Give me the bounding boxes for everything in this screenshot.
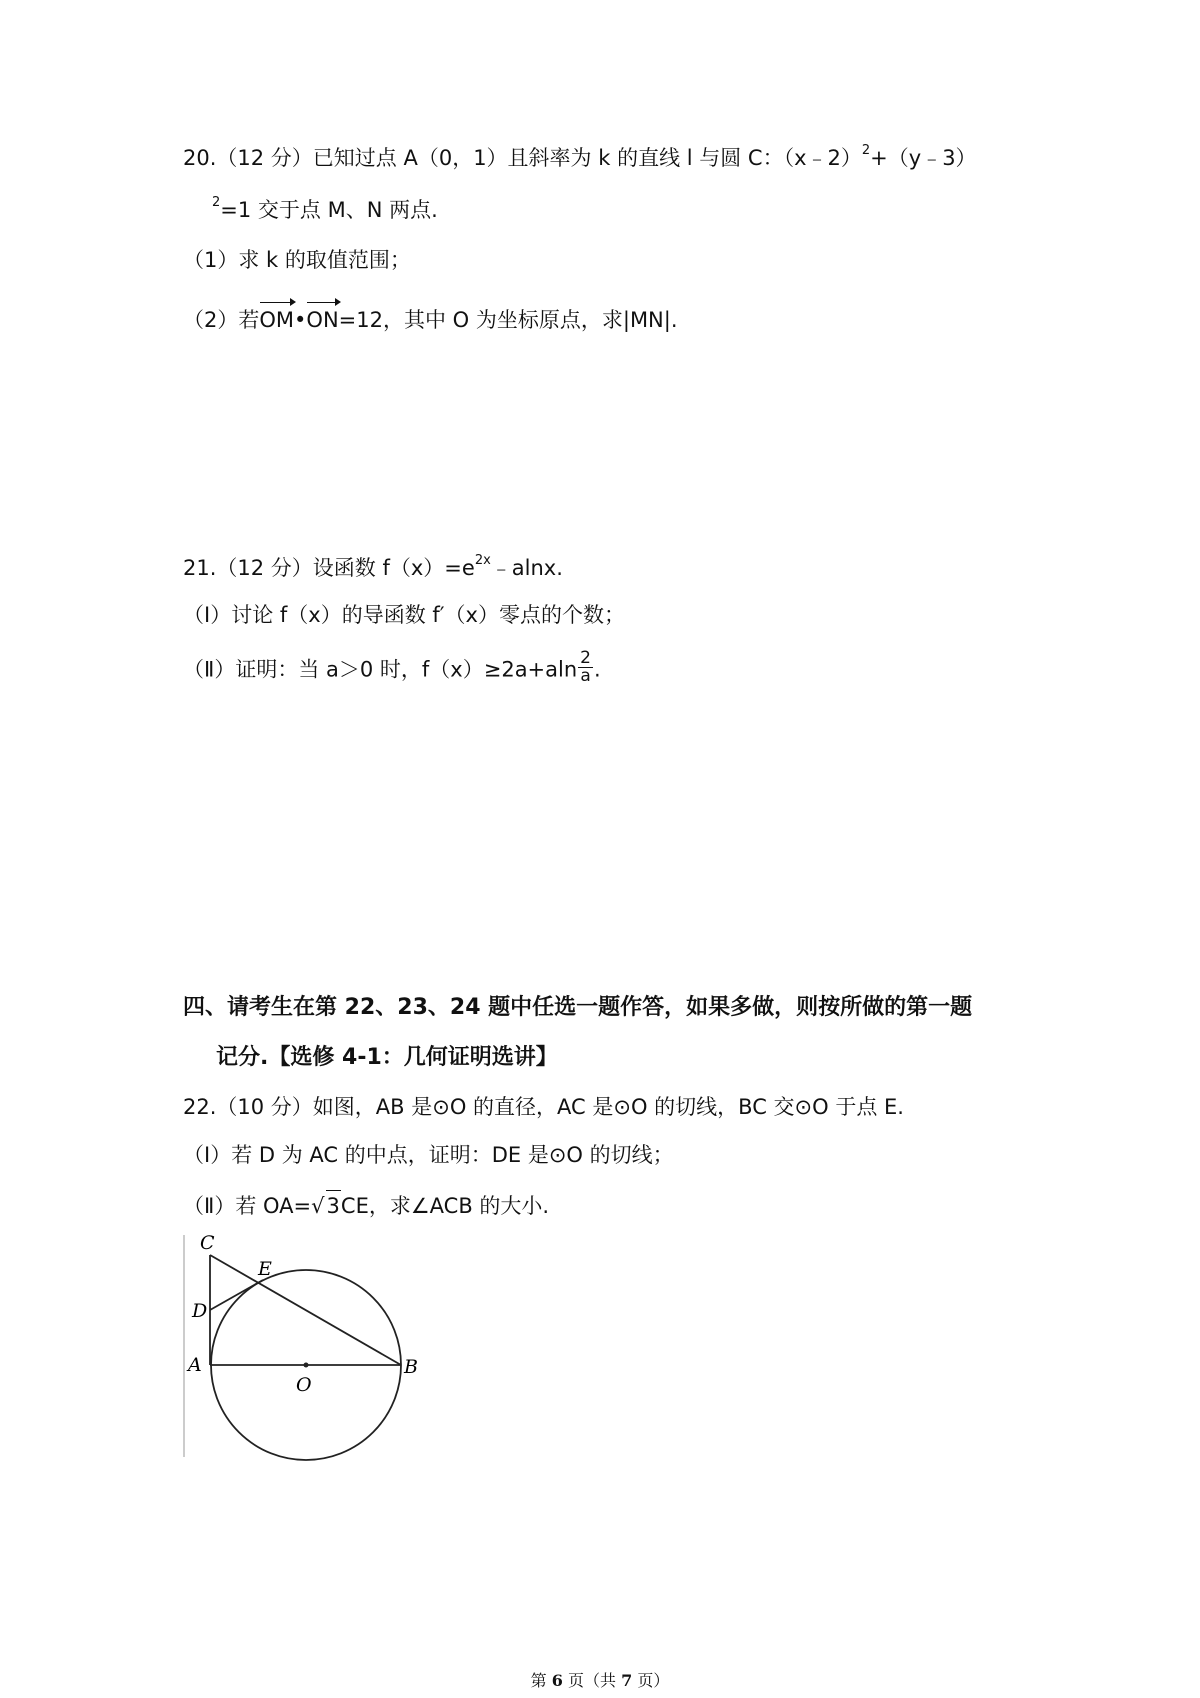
label-o: O <box>296 1374 312 1396</box>
label-e: E <box>258 1258 272 1280</box>
vector-on: ON <box>306 305 338 335</box>
q21-part1: （Ⅰ）讨论 f（x）的导函数 f′（x）零点的个数； <box>183 603 625 627</box>
fraction-2-over-a: $\frac{2}{a}$ <box>580 648 591 686</box>
q21-part2: （Ⅱ）证明：当 a＞0 时，f（x）≥2a+aln $\frac{2}{a}$ . <box>183 648 601 686</box>
q20-line1: 20.（12 分）已知过点 A（0，1）且斜率为 k 的直线 l 与圆 C：（x﹣2）$^2$+（y﹣3） <box>183 143 977 170</box>
section-heading-line2: 记分.【选修 4-1：几何证明选讲】 <box>216 1045 558 1070</box>
label-a: A <box>188 1354 202 1376</box>
q22-line1: 22.（10 分）如图，AB 是⊙O 的直径，AC 是⊙O 的切线，BC 交⊙O 于点 E. <box>183 1095 904 1119</box>
q20-part1: （1）求 k 的取值范围； <box>183 248 411 272</box>
q20-part2: （2）若OM•ON=12，其中 O 为坐标原点，求|MN|. <box>183 305 678 335</box>
segment-de <box>210 1280 263 1310</box>
q20-line2: $^2$=1 交于点 M、N 两点. <box>212 195 438 222</box>
sqrt-symbol: √ <box>311 1194 325 1218</box>
page-number: 6 <box>551 1671 563 1690</box>
page-footer: 第 6 页（共 7 页） <box>530 1671 670 1690</box>
center-point-o <box>304 1363 309 1368</box>
q22-part2: （Ⅱ）若 OA=√3CE，求∠ACB 的大小. <box>183 1190 549 1221</box>
q21-line1: 21.（12 分）设函数 $f(x)=e^{2x}﹣alnx$. <box>183 553 563 580</box>
vector-om: OM <box>259 305 294 335</box>
total-pages: 7 <box>621 1671 633 1690</box>
label-b: B <box>404 1356 418 1378</box>
geometry-figure <box>180 1225 430 1465</box>
label-c: C <box>200 1232 215 1254</box>
label-d: D <box>192 1300 208 1322</box>
section-heading-line1: 四、请考生在第 22、23、24 题中任选一题作答，如果多做，则按所做的第一题 <box>183 995 973 1020</box>
segment-bc <box>210 1255 401 1365</box>
q22-part1: （Ⅰ）若 D 为 AC 的中点，证明：DE 是⊙O 的切线； <box>183 1143 674 1167</box>
